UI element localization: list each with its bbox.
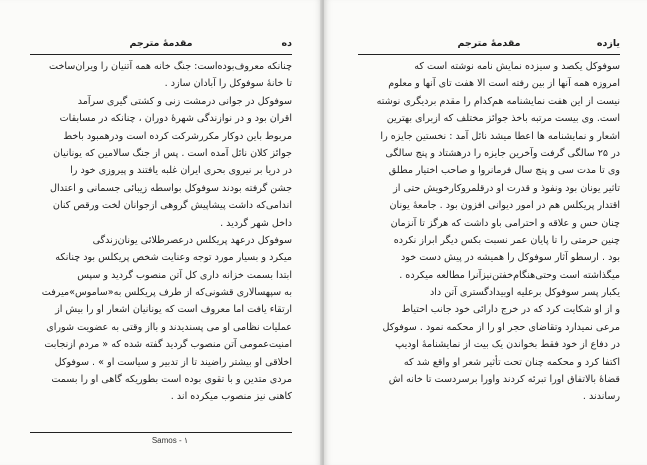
- left-page-header: [30, 38, 292, 52]
- text-line: اکتفا کرد و محکمه چنان تحت تأثیر شعر او واقع شد که: [403, 356, 620, 368]
- text-line: سوفوکل در جوانی درمشت زنی و کشتی گیری سرآمد: [77, 95, 292, 107]
- text-line: در دریا بر نیروی بحری ایران غلبه یافتند و پیروزی خود را: [70, 165, 292, 177]
- text-line: ارتقاء یافت اما معروف است که یونانیان اشعار او را بیش از: [55, 304, 292, 316]
- right-page-header-title: مقدمهٔ مترجم: [457, 38, 521, 49]
- text-line: ابتدا بسمت خزانه داری کل آتن منصوب گردید و سپس: [77, 269, 292, 281]
- text-line: اخلاقی او بیشتر راضیند تا از تدبیر و سیاست او » . سوفوکل: [54, 356, 292, 368]
- text-line: امنیت‌عمومی آتن منصوب گردید گفته شده که « مردم ازنجابت: [44, 339, 292, 351]
- text-line: و از او شکایت کرد که در خرج دارائی خود جانب احتیاط: [401, 304, 620, 316]
- right-page-number: یازده: [596, 38, 620, 49]
- left-page: [0, 0, 322, 465]
- text-line: چنین حرمتی را تا پایان عمر نسبت بکس دیگر ابراز نکرده: [393, 234, 620, 246]
- text-line: چنان حس و علاقه و احترامی باو داشت که هرگز تا آنزمان: [390, 217, 620, 229]
- text-line: یکبار پسر سوفوکل برعلیه او‌بیداد‌گستری آتن داد: [429, 287, 620, 299]
- text-line: میگذاشته است وحتی‌هنگام‌خفتن‌نیز‌آنرا مطالعه میکرده .: [399, 269, 620, 281]
- left-page-body: [30, 58, 292, 406]
- text-line: اقران بود و در نوازندگی شهرهٔ دوران ، چنانکه در مسابقات: [59, 113, 292, 125]
- text-line: است. وی بیست مرتبه باخذ جوائز مختلف که ازبرای بهترین: [386, 113, 620, 125]
- left-page-header-title: مقدمهٔ مترجم: [129, 38, 193, 49]
- text-line: مربوط باین دوکار مکررشرکت کرده است ودرهمبود باخط: [63, 130, 292, 142]
- text-line: داخل شهر گردید .: [220, 217, 292, 229]
- right-page: [324, 0, 647, 465]
- text-line: جشن گرفته بودند سوفوکل بواسطه زیبائی جسمانی و اعتدال: [50, 182, 292, 194]
- text-line: اشعار و نمایشنامه ها اعطا میشد نائل آمد : نخستین جایزه را: [380, 130, 620, 142]
- footnote: Samos - ۱: [151, 436, 189, 445]
- text-line: در دفاع از خود فقط بخواندن یک بیت از نمایشنامهٔ اودیپ: [395, 339, 620, 351]
- text-line: میکرد و بسیار مورد توجه وعنایت شخص پریکلس بود چنانکه: [55, 252, 292, 264]
- text-line: نیست از این هفت نمایشنامه هم‌کدام را مقدم بردیگری نوشته: [376, 95, 620, 107]
- text-line: مرعی نمیدارد وتقاضای حجر او را از محکمه نمود . سوفوکل: [382, 321, 620, 333]
- text-line: کاهنی نیز منصوب میکرده اند .: [170, 391, 292, 403]
- text-line: وی تا مدت سی و پنج سال فرمانروا و صاحب اختیار مطلق: [388, 165, 620, 177]
- right-page-header: [358, 38, 620, 52]
- text-line: عملیات نظامی او می پسندیدند و بااز وقتی به عضویت شورای: [46, 321, 292, 333]
- text-line: رساندند .: [582, 391, 620, 403]
- text-line: جوائز کلان نائل آمده است . پس از جنگ سالامین که یونانیان: [53, 147, 292, 159]
- left-header-rule: [30, 54, 292, 55]
- text-line: اقتدار پریکلس هم در امور دیوانی افزون بود . جامعهٔ یونان: [389, 200, 620, 212]
- text-line: امروزه همه آنها از بین رفته است الا هفت تای آنها و معلوم: [388, 78, 620, 90]
- text-line: قضاهٔ بالاتفاق اورا تبرئه کردند واورا برسر‌دست تا خانه اش: [388, 374, 620, 386]
- footnote-rule: [30, 432, 292, 433]
- right-header-rule: [358, 54, 620, 55]
- text-line: چنانکه معروف‌بوده‌است: جنگ خانه همه آتنیان را ویران‌ساخت: [49, 61, 292, 72]
- text-line: سوفوکل یکصد و سیزده نمایش نامه نوشته است که: [414, 61, 620, 72]
- text-line: تا خانهٔ سوفوکل را آبادان سازد .: [164, 78, 292, 90]
- text-line: به سپهسالاری قشونی‌که از طرف پریکلس به«ساموس»میرفت: [41, 287, 292, 299]
- text-line: مردی متدین و با تقوی بوده است بطوریکه گاهی او را بسمت: [51, 374, 292, 386]
- left-page-number: ده: [281, 38, 292, 49]
- text-line: بود . ارسطو آثار سوفوکل را همیشه در پیش دست خود: [401, 252, 620, 264]
- text-line: تاثیر یونان بود ونفوذ و قدرت او درقلمروکارخویش حتی از: [393, 182, 620, 194]
- right-page-body: [358, 58, 620, 406]
- text-line: سوفوکل درعهد پریکلس در‌عصرطلائی یونان‌زندگی: [92, 234, 292, 246]
- text-line: در ۲۵ سالگی گرفت وآخرین جایزه را درهشتاد و پنج سالگی: [385, 147, 620, 159]
- text-line: اندامی‌که داشت پیشاپیش گروهی ازجوانان لخت ورقص کنان: [52, 200, 292, 212]
